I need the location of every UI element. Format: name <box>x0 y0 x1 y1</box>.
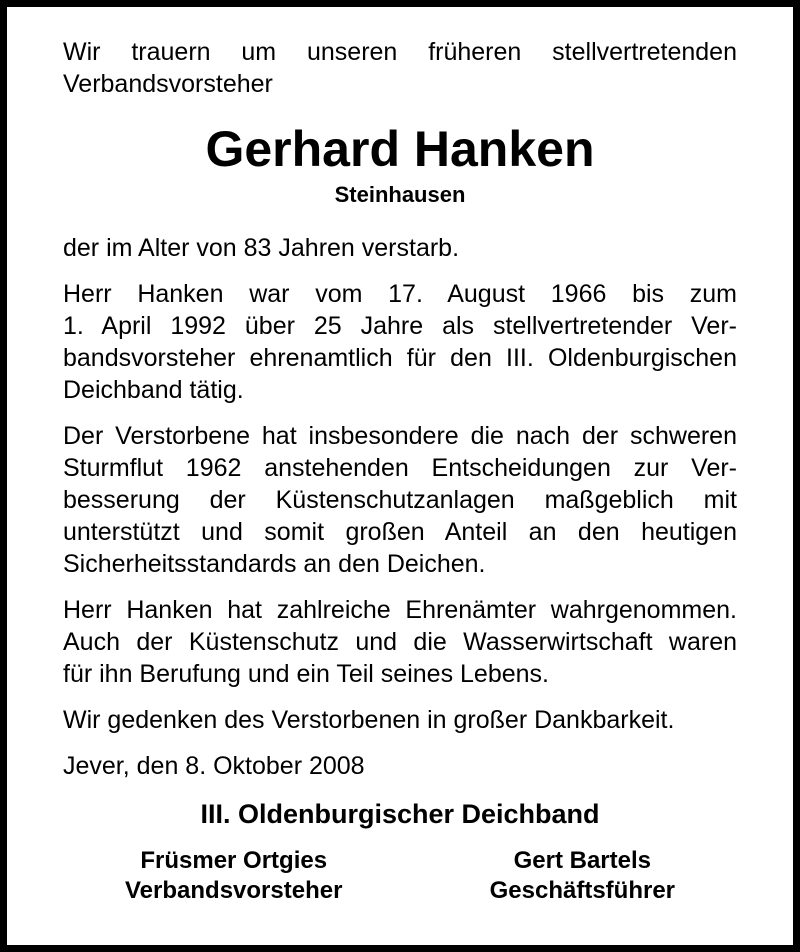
signatory-left-role: Verbandsvorsteher <box>125 877 343 904</box>
paragraph-remembrance: Wir gedenken des Verstorbenen in großer Dankbarkeit. <box>63 706 675 734</box>
signatory-left <box>125 846 342 906</box>
signatory-left-name: Früsmer Ortgies <box>140 847 328 874</box>
paragraph-honorary-offices: Herr Hanken hat zahlreiche Ehrenämter wahrgenommen. Auch der Küstenschutz und die Wasserwirtschaft waren für ihn Berufung und ein Teil seines Lebens. <box>63 596 737 688</box>
intro-line-2: Verbandsvorsteher <box>63 70 273 98</box>
intro-text <box>63 36 737 68</box>
obituary-notice <box>63 36 737 906</box>
signatory-right <box>490 846 675 906</box>
deceased-name: Gerhard Hanken <box>205 121 595 177</box>
signatory-right-role: Geschäftsführer <box>489 877 675 904</box>
date-line: Jever, den 8. Oktober 2008 <box>63 752 365 780</box>
organization-name: III. Oldenburgischer Deichband <box>200 799 600 829</box>
signatory-right-name: Gert Bartels <box>513 847 651 874</box>
age-line: der im Alter von 83 Jahren verstarb. <box>63 234 460 262</box>
paragraph-storm-flood: Der Verstorbene hat insbesondere die nach der schweren Sturmflut 1962 anstehenden Entscheidungen zur Ver- besserung der Küstenschutzanlagen maßgeblich mit unterstützt und somit großen Anteil an den heutigen Sicherheitsstandards an den Deichen. <box>63 422 737 578</box>
intro-line-1: Wir trauern um unseren früheren stellvertretenden <box>63 38 737 66</box>
intro-text-line-2 <box>63 68 737 100</box>
deceased-place: Steinhausen <box>334 182 466 207</box>
paragraph-tenure: Herr Hanken war vom 17. August 1966 bis zum 1. April 1992 über 25 Jahre als stellvertretender Ver- bandsvorsteher ehrenamtlich für den III. Oldenburgischen Deichband tätig. <box>63 280 737 404</box>
signatures <box>63 846 737 906</box>
